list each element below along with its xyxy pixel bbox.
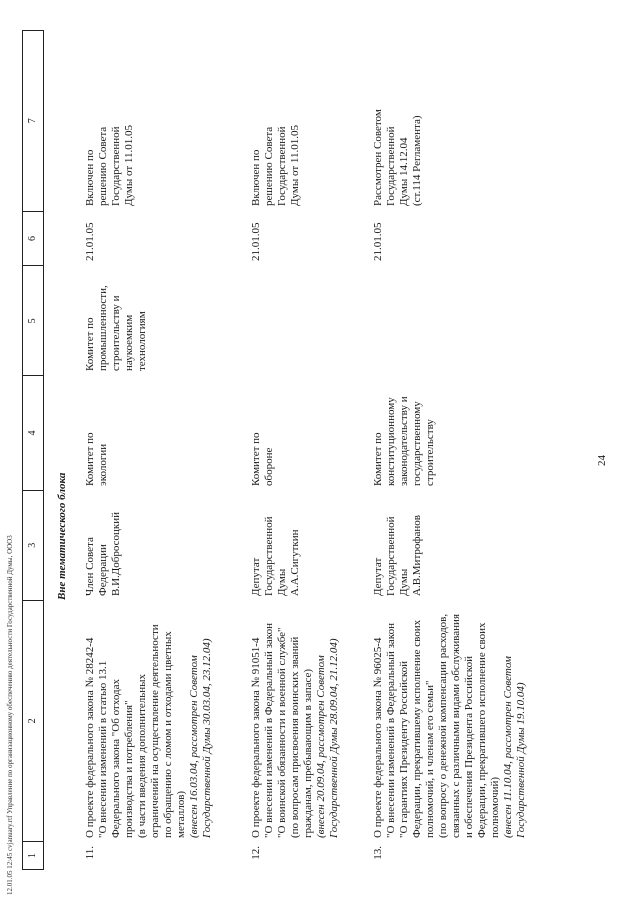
bill-subject-line: А.А.Сигуткин [289, 529, 301, 596]
table-row [372, 30, 528, 870]
bill-title-line: О проекте федерального закона № 28242-4 [84, 637, 96, 838]
bill-title-line: полномочий) [489, 776, 501, 838]
bill-title-line: полномочий, и членам его семьи" [424, 680, 436, 838]
header-cell: 2 [23, 600, 43, 841]
status-note-line: Включен по [250, 149, 262, 206]
bill-subject-line: Федерации [97, 544, 109, 596]
co-committee-line: технологиям [136, 311, 148, 371]
header-cell: 3 [23, 490, 43, 600]
bill-title-line: "О внесении изменений в статью 13.1 [97, 660, 109, 838]
header-cell: 1 [23, 841, 43, 869]
bill-subject [84, 490, 214, 600]
block-title: Вне тематического блока [56, 472, 68, 600]
bill-title-note-line: Государственной Думы 30.03.04, 23.12.04) [201, 638, 213, 838]
bill-title-note-line: (внесен 20.09.04, рассмотрен Советом [315, 655, 327, 838]
bill-title-line: Федерации, прекратившему исполнение своих [411, 619, 423, 838]
bill-subject-line: Государственной [385, 516, 397, 596]
status-note-line: Думы от 11.01.05 [123, 125, 135, 206]
co-committee [250, 265, 341, 375]
bill-title-note-line: (внесен 11.10.04, рассмотрен Советом [502, 656, 514, 838]
bill-title-line: "О воинской обязанности и военной службе" [276, 627, 288, 838]
bill-title-line: "О внесении изменений в Федеральный закон [263, 623, 275, 838]
bill-title [372, 600, 528, 842]
bill-title-line: по обращению с ломом и отходами цветных [162, 631, 174, 838]
status-note [250, 30, 341, 210]
header-cell: 7 [27, 118, 38, 124]
page-number: 24 [596, 455, 608, 466]
co-committee-line: наукоемким [123, 314, 135, 371]
responsible-committee [250, 375, 341, 490]
bill-title-line: металлов) [175, 790, 187, 838]
bill-title-line: и обеспечения Президента Российской [463, 656, 475, 838]
header-cell: 4 [23, 375, 43, 490]
bill-title-note-line: Государственной Думы 19.10.04) [515, 682, 527, 838]
responsible-committee-line: конституционному [385, 397, 397, 486]
responsible-committee-line: государственному [411, 401, 423, 486]
bill-title-line: гражданам, пребывающим в запасе) [302, 668, 314, 838]
review-date: 21.01.05 [372, 222, 384, 261]
review-date: 21.01.05 [250, 222, 262, 261]
bill-title [84, 600, 214, 842]
bill-title-line: О проекте федерального закона № 91051-4 [250, 637, 262, 838]
bill-title-line: (по вопросу о денежной компенсации расходов, [437, 613, 449, 838]
bill-subject-line: Думы [276, 568, 288, 596]
co-committee [84, 265, 214, 375]
status-note-line: решению Совета [97, 126, 109, 206]
header-cell: 5 [23, 265, 43, 375]
status-note [372, 30, 528, 210]
table-header [22, 30, 44, 870]
row-number: 13. [372, 846, 384, 860]
responsible-committee-line: строительству [424, 419, 436, 486]
bill-title-line: ограничений на осуществление деятельности [149, 624, 161, 838]
responsible-committee-line: обороне [263, 447, 275, 486]
status-note-line: Рассмотрен Советом [372, 109, 384, 206]
status-note-line: Думы 14.12.04 [398, 137, 410, 206]
status-note-line: Включен по [84, 149, 96, 206]
bill-subject-line: А.В.Митрофанов [411, 515, 423, 596]
review-date: 21.01.05 [84, 222, 96, 261]
co-committee-line: промышленности, [97, 285, 109, 371]
bill-subject [372, 490, 528, 600]
bill-subject-line: Депутат [250, 557, 262, 596]
bill-subject-line: Член Совета [84, 537, 96, 596]
responsible-committee-line: Комитет по [84, 432, 96, 486]
status-note-line: решению Совета [263, 126, 275, 206]
header-cell: 6 [23, 211, 43, 266]
co-committee-line: Комитет по [84, 317, 96, 371]
bill-title-line: Федерального закона "Об отходах [110, 679, 122, 838]
status-note [84, 30, 214, 210]
document-table [22, 30, 602, 870]
co-committee-line: строительству и [110, 295, 122, 371]
bill-subject-line: Государственной [263, 516, 275, 596]
bill-title-line: производства и потребления" [123, 700, 135, 838]
bill-title-line: "О внесении изменений в Федеральный закон [385, 623, 397, 838]
page-footer: 12.01.05 12:45 cvjanuary.rtf Управление по организационному обеспечению деятельности Государственной Думы, ООО3 [6, 535, 14, 895]
row-number: 11. [84, 846, 96, 860]
bill-subject [250, 490, 341, 600]
bill-subject-line: В.И.Добросоцкий [110, 511, 122, 596]
bill-title-line: (по вопросам присвоения воинских званий [289, 636, 301, 838]
row-number: 12. [250, 846, 262, 860]
bill-title-note-line: Государственной Думы 28.09.04, 21.12.04) [328, 638, 340, 838]
table-row [84, 30, 214, 870]
status-note-line: Государственной [110, 126, 122, 206]
bill-subject-line: Депутат [372, 557, 384, 596]
responsible-committee-line: Комитет по [250, 432, 262, 486]
status-note-line: (ст.114 Регламента) [411, 115, 423, 206]
responsible-committee-line: Комитет по [372, 432, 384, 486]
responsible-committee-line: законодательству и [398, 396, 410, 486]
bill-title-line: "О гарантиях Президенту Российской [398, 660, 410, 838]
status-note-line: Государственной [385, 126, 397, 206]
table-row [250, 30, 341, 870]
bill-title-line: О проекте федерального закона № 96025-4 [372, 637, 384, 838]
bill-title-note-line: (внесен 16.03.04, рассмотрен Советом [188, 655, 200, 838]
responsible-committee [84, 375, 214, 490]
status-note-line: Думы от 11.01.05 [289, 125, 301, 206]
bill-title-line: Федерации, прекратившего исполнение своих [476, 622, 488, 838]
co-committee [372, 265, 528, 375]
status-note-line: Государственной [276, 126, 288, 206]
responsible-committee-line: экологии [97, 443, 109, 486]
bill-title-line: (в части введения дополнительных [136, 673, 148, 838]
bill-title [250, 600, 341, 842]
bill-title-line: связанных с различными видами обслуживания [450, 613, 462, 838]
bill-subject-line: Думы [398, 568, 410, 596]
responsible-committee [372, 375, 528, 490]
